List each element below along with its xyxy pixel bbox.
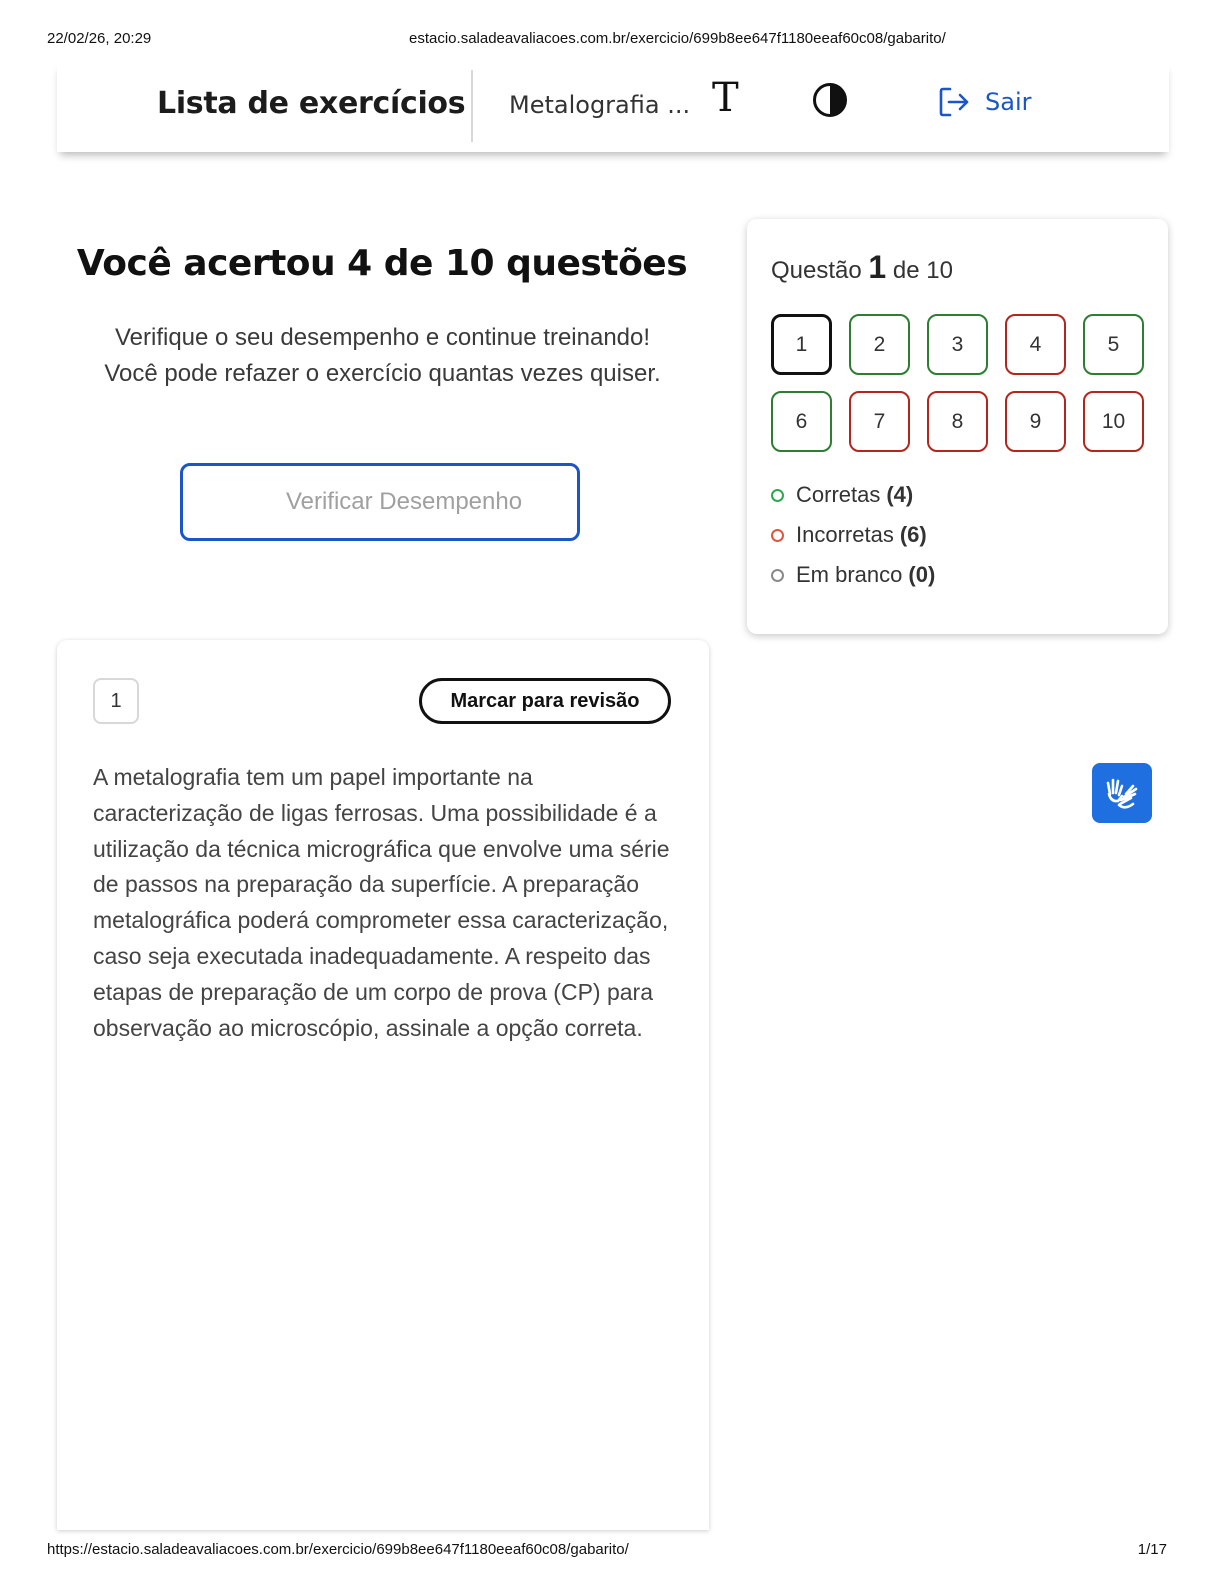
question-navigator — [747, 219, 1168, 634]
header-divider — [471, 70, 473, 142]
question-button-2[interactable]: 2 — [849, 314, 910, 375]
page-title: Lista de exercícios — [157, 86, 466, 121]
legend-dot-icon — [771, 569, 784, 582]
course-name[interactable]: Metalografia ... — [509, 91, 691, 119]
exit-icon — [937, 85, 971, 119]
verify-performance-button[interactable]: Verificar Desempenho — [180, 463, 580, 541]
legend-dot-icon — [771, 489, 784, 502]
question-grid — [771, 314, 1144, 452]
print-url: estacio.saladeavaliacoes.com.br/exercicio/699b8ee647f1180eeaf60c08/gabarito/ — [409, 30, 946, 47]
question-button-5[interactable]: 5 — [1083, 314, 1144, 375]
legend-label: Corretas — [796, 482, 881, 507]
print-date: 22/02/26, 20:29 — [47, 30, 152, 47]
navigator-suffix: de 10 — [892, 257, 953, 284]
question-button-1[interactable]: 1 — [771, 314, 832, 375]
result-subtitle: Verifique o seu desempenho e continue treinando! Você pode refazer o exercício quantas vezes quiser. — [104, 324, 661, 387]
legend-count: (0) — [908, 562, 936, 587]
question-button-9[interactable]: 9 — [1005, 391, 1066, 452]
question-button-10[interactable]: 10 — [1083, 391, 1144, 452]
question-button-4[interactable]: 4 — [1005, 314, 1066, 375]
legend-item — [771, 475, 935, 515]
mark-review-button[interactable]: Marcar para revisão — [419, 678, 671, 724]
question-text: A metalografia tem um papel importante na caracterização de ligas ferrosas. Uma possibilidade é a utilização da técnica micrográfica que envolve uma série de passos na preparação da superfície. A preparação metalográfica poderá comprometer essa caracterização, caso seja executada inadequadamente. A respeito das etapas de preparação de um corpo de prova (CP) para observação ao microscópio, assinale a opção correta. — [93, 764, 670, 1041]
question-button-3[interactable]: 3 — [927, 314, 988, 375]
top-bar — [57, 62, 1169, 152]
legend-label: Incorretas — [796, 522, 894, 547]
legend-item — [771, 555, 935, 595]
question-button-7[interactable]: 7 — [849, 391, 910, 452]
legend-count: (4) — [886, 482, 914, 507]
navigator-prefix: Questão — [771, 257, 862, 284]
navigator-current: 1 — [868, 249, 887, 285]
legend-item — [771, 515, 935, 555]
question-button-8[interactable]: 8 — [927, 391, 988, 452]
print-page-number: 1/17 — [1137, 1541, 1167, 1558]
font-size-icon[interactable]: T — [712, 75, 739, 121]
exit-button[interactable] — [937, 85, 1031, 119]
navigator-title — [771, 249, 953, 286]
question-card — [57, 640, 709, 1530]
legend-label: Em branco — [796, 562, 903, 587]
exit-label: Sair — [985, 88, 1032, 116]
print-footer-url: https://estacio.saladeavaliacoes.com.br/exercicio/699b8ee647f1180eeaf60c08/gabarito/ — [47, 1541, 629, 1558]
sign-language-icon — [1103, 774, 1141, 812]
legend-dot-icon — [771, 529, 784, 542]
vlibras-accessibility-button[interactable] — [1092, 763, 1152, 823]
contrast-icon[interactable] — [812, 82, 848, 118]
legend-count: (6) — [899, 522, 927, 547]
result-title: Você acertou 4 de 10 questões — [76, 243, 688, 284]
question-button-6[interactable]: 6 — [771, 391, 832, 452]
status-legend — [771, 475, 935, 595]
question-number: 1 — [93, 678, 139, 724]
